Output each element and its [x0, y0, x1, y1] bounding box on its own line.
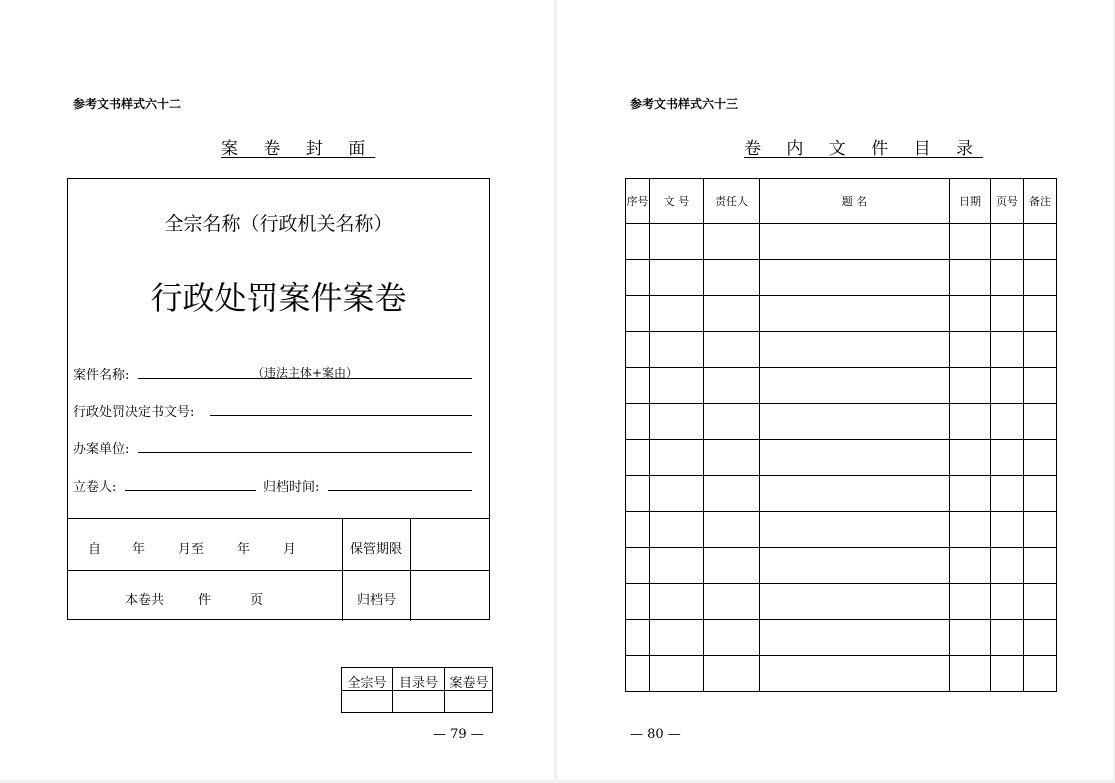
table-cell	[950, 224, 991, 260]
table-cell	[760, 620, 950, 656]
table-cell	[760, 260, 950, 296]
table-cell	[650, 368, 704, 404]
table-cell	[626, 548, 650, 584]
table-cell	[650, 512, 704, 548]
filer-field	[125, 476, 256, 491]
table-cell	[1024, 332, 1057, 368]
table-cell	[991, 512, 1024, 548]
table-cell	[650, 476, 704, 512]
page-number: — 79 —	[433, 727, 484, 742]
table-cell	[1024, 656, 1057, 692]
table-cell	[1024, 620, 1057, 656]
page-title: 案 卷 封 面	[221, 139, 376, 159]
filer-label: 立卷人:	[73, 480, 117, 495]
archive-number-box	[341, 667, 493, 713]
table-cell	[760, 332, 950, 368]
table-cell	[760, 368, 950, 404]
table-cell	[650, 620, 704, 656]
table-cell	[626, 584, 650, 620]
table-cell	[704, 620, 760, 656]
table-cell	[1024, 512, 1057, 548]
table-cell	[1024, 260, 1057, 296]
table-cell	[1024, 548, 1057, 584]
table-cell	[704, 296, 760, 332]
table-row	[626, 656, 1057, 692]
table-cell	[760, 404, 950, 440]
table-row	[626, 404, 1057, 440]
table-cell	[626, 656, 650, 692]
table-cell	[1024, 368, 1057, 404]
table-cell	[991, 332, 1024, 368]
volume-pages-label: 页	[250, 593, 264, 608]
table-row	[626, 260, 1057, 296]
table-cell	[650, 440, 704, 476]
table-cell	[650, 584, 704, 620]
col-header-remarks: 备注	[1024, 179, 1057, 224]
table-cell	[704, 512, 760, 548]
case-name-field: （违法主体+案由）	[138, 364, 472, 379]
table-cell	[950, 656, 991, 692]
period-month2: 月	[283, 542, 297, 557]
table-row	[626, 440, 1057, 476]
table-cell	[650, 548, 704, 584]
table-cell	[950, 476, 991, 512]
col-header-title: 题 名	[760, 179, 950, 224]
table-cell	[760, 584, 950, 620]
volume-items-label: 件	[198, 593, 212, 608]
table-cell	[760, 656, 950, 692]
table-cell	[626, 260, 650, 296]
table-cell	[1024, 584, 1057, 620]
table-row	[626, 620, 1057, 656]
table-cell	[991, 368, 1024, 404]
table-row	[626, 512, 1057, 548]
table-cell	[704, 476, 760, 512]
fonds-title: 全宗名称（行政机关名称）	[164, 213, 393, 235]
table-cell	[950, 620, 991, 656]
table-cell	[950, 404, 991, 440]
table-row	[626, 332, 1057, 368]
col-header-doc-no: 文 号	[650, 179, 704, 224]
table-cell	[704, 224, 760, 260]
table-cell	[1024, 224, 1057, 260]
table-cell	[650, 404, 704, 440]
table-cell	[1024, 404, 1057, 440]
table-cell	[991, 296, 1024, 332]
decision-no-label: 行政处罚决定书文号:	[73, 405, 195, 420]
archive-time-field	[328, 476, 472, 491]
table-cell	[991, 584, 1024, 620]
table-cell	[626, 476, 650, 512]
table-cell	[760, 476, 950, 512]
table-cell	[950, 548, 991, 584]
archive-head-fonds: 全宗号	[347, 676, 387, 691]
table-cell	[626, 332, 650, 368]
table-cell	[1024, 296, 1057, 332]
page-title: 卷 内 文 件 目 录	[744, 139, 984, 159]
volume-total-label: 本卷共	[125, 593, 165, 608]
table-cell	[704, 332, 760, 368]
table-cell	[626, 368, 650, 404]
table-cell	[760, 224, 950, 260]
table-row	[626, 476, 1057, 512]
table-cell	[950, 368, 991, 404]
table-cell	[704, 404, 760, 440]
case-name-label: 案件名称:	[73, 368, 130, 383]
table-cell	[950, 296, 991, 332]
table-row	[626, 584, 1057, 620]
table-cell	[991, 656, 1024, 692]
table-cell	[626, 296, 650, 332]
period-month-to: 月至	[178, 542, 205, 557]
table-cell	[950, 584, 991, 620]
table-cell	[760, 440, 950, 476]
table-cell	[760, 296, 950, 332]
cover-box	[67, 178, 490, 620]
table-cell	[704, 548, 760, 584]
cover-bottom-grid	[68, 518, 489, 621]
col-header-seq: 序号	[626, 179, 650, 224]
table-row	[626, 224, 1057, 260]
archive-time-label: 归档时间:	[263, 480, 320, 495]
table-cell	[950, 512, 991, 548]
table-cell	[650, 224, 704, 260]
sample-label: 参考文书样式六十三	[630, 97, 739, 111]
page-number: — 80 —	[630, 727, 681, 742]
table-cell	[650, 260, 704, 296]
table-row	[626, 368, 1057, 404]
table-cell	[626, 224, 650, 260]
sample-label: 参考文书样式六十二	[73, 97, 182, 111]
table-cell	[760, 548, 950, 584]
table-cell	[991, 224, 1024, 260]
table-cell	[650, 332, 704, 368]
decision-no-field	[210, 401, 472, 416]
table-cell	[950, 260, 991, 296]
archive-head-volume: 案卷号	[449, 676, 489, 691]
archive-head-catalog: 目录号	[398, 676, 438, 691]
table-row	[626, 296, 1057, 332]
page-left	[0, 0, 554, 780]
table-cell	[704, 440, 760, 476]
table-cell	[991, 440, 1024, 476]
period-year1: 年	[132, 542, 146, 557]
table-cell	[626, 440, 650, 476]
table-cell	[991, 404, 1024, 440]
file-directory-table	[625, 178, 1057, 692]
table-cell	[991, 548, 1024, 584]
retention-label: 保管期限	[350, 542, 403, 557]
table-cell	[626, 620, 650, 656]
period-from: 自	[88, 542, 102, 557]
table-cell	[704, 368, 760, 404]
table-cell	[704, 656, 760, 692]
table-cell	[650, 296, 704, 332]
table-cell	[650, 656, 704, 692]
table-cell	[704, 260, 760, 296]
table-body	[626, 224, 1057, 692]
archive-no-label: 归档号	[357, 593, 397, 608]
col-header-date: 日期	[950, 179, 991, 224]
table-header-row	[626, 179, 1057, 224]
handling-unit-label: 办案单位:	[73, 442, 130, 457]
table-cell	[760, 512, 950, 548]
col-header-page-no: 页号	[991, 179, 1024, 224]
table-cell	[626, 512, 650, 548]
table-cell	[991, 620, 1024, 656]
table-cell	[1024, 440, 1057, 476]
table-row	[626, 548, 1057, 584]
table-cell	[950, 332, 991, 368]
table-cell	[950, 440, 991, 476]
col-header-responsible: 责任人	[704, 179, 760, 224]
table-cell	[991, 260, 1024, 296]
handling-unit-field	[138, 438, 472, 453]
table-cell	[626, 404, 650, 440]
table-cell	[1024, 476, 1057, 512]
table-cell	[704, 584, 760, 620]
cover-main-title: 行政处罚案件案卷	[150, 279, 407, 317]
period-year2: 年	[237, 542, 251, 557]
table-cell	[991, 476, 1024, 512]
